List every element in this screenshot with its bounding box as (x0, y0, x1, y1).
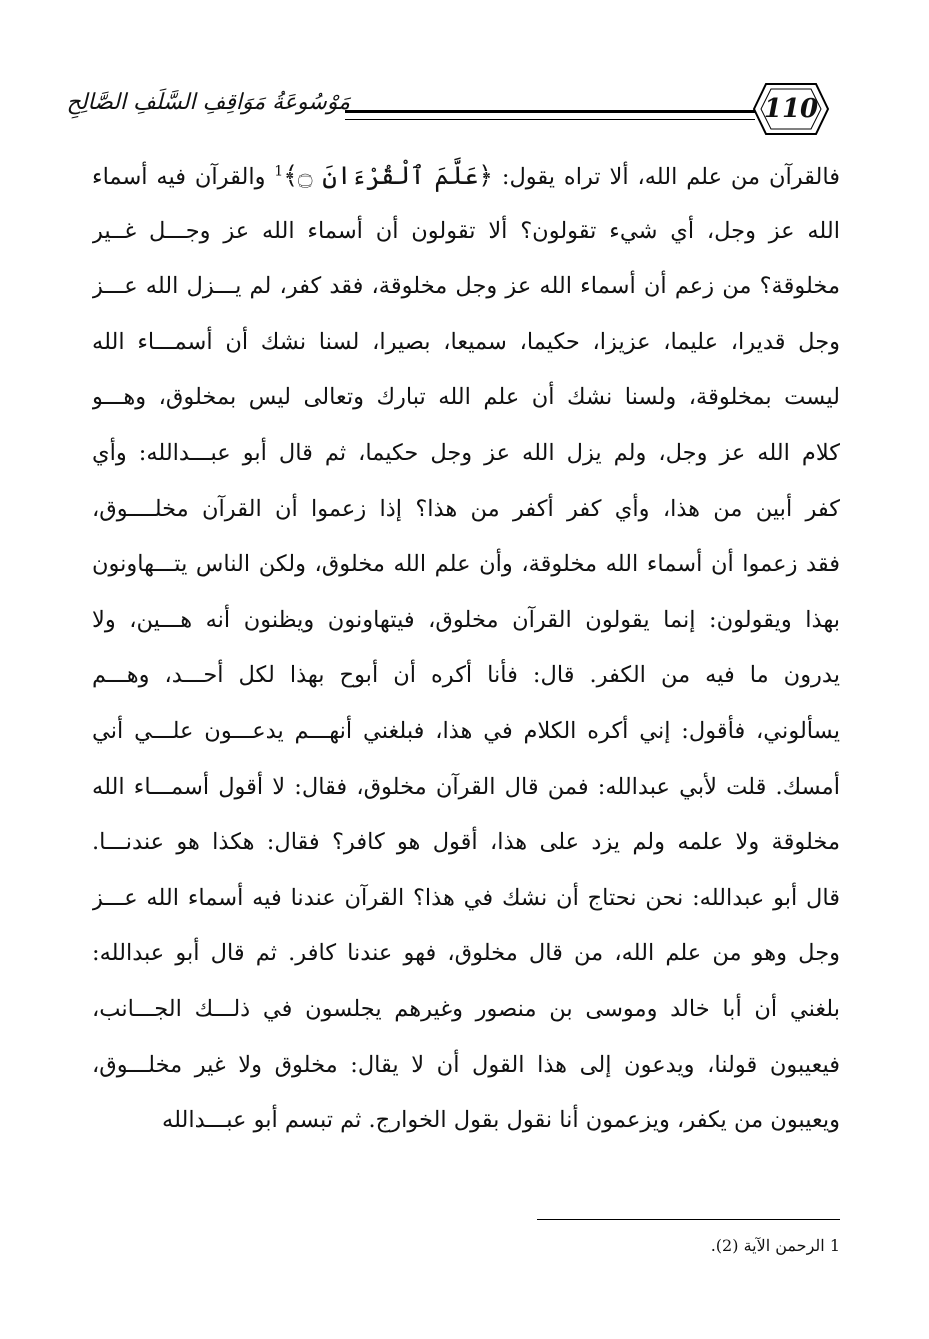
body-text (92, 148, 840, 1149)
text-line-6: كلام الله عز وجل، ولم يزل الله عز وجل حكيما، ثم قال أبو عبـــدالله: وأي (92, 439, 840, 466)
page-number-badge (752, 80, 830, 138)
text-line-10: يدرون ما فيه من الكفر. قال: فأنا أكره أن أبوح بهذا لكل أحـــد، وهـــم (92, 662, 840, 689)
footnote (500, 1236, 840, 1255)
text-line-15: وجل وهو من علم الله، من قال مخلوق، فهو عندنا كافر. ثم قال أبو عبدالله: (92, 940, 840, 967)
footnote-number: 1 (829, 1236, 840, 1255)
page-header (66, 74, 840, 144)
line-1-start: فالقرآن من علم الله، ألا تراه يقول: (493, 164, 840, 190)
text-line-4: وجل قديرا، عليما، عزيزا، حكيما، سميعا، بصيرا، لسنا نشك أن أسمـــاء الله (92, 328, 840, 355)
text-line-13: مخلوقة ولا علمه ولم يزد على هذا، أقول هو كافر؟ فقال: هكذا هو عندنـــا. (92, 829, 840, 856)
text-line-5: ليست بمخلوقة، ولسنا نشك أن علم الله تبارك وتعالى ليس بمخلوق، وهـــو (92, 384, 840, 411)
text-line-18: ويعيبون من يكفر، ويزعمون أنا نقول بقول الخوارج. ثم تبسم أبو عبـــدالله (162, 1107, 840, 1134)
text-line-2: الله عز وجل، أي شيء تقولون؟ ألا تقولون أن أسماء الله عز وجـــل غــير (92, 217, 840, 244)
text-line-17: فيعيبون قولنا، ويدعون إلى هذا القول أن لا يقال: مخلوق ولا غير مخلـــوق، (92, 1051, 840, 1078)
text-line-1 (92, 148, 840, 204)
footnote-text: الرحمن الآية (2). (710, 1236, 830, 1255)
header-rule (345, 110, 755, 120)
text-line-9: بهذا ويقولون: إنما يقولون القرآن مخلوق، فيتهاونون ويظنون أنه هـــين، ولا (92, 606, 840, 633)
footnote-separator (537, 1219, 840, 1220)
text-line-12: أمسك. قلت لأبي عبدالله: فمن قال القرآن مخلوق، فقال: لا أقول أسمـــاء الله (92, 773, 840, 800)
text-line-16: بلغني أن أبا خالد وموسى بن منصور وغيرهم يجلسون في ذلـــك الجـــانب، (92, 995, 840, 1022)
footnote-reference[interactable]: 1 (274, 163, 284, 180)
text-line-3: مخلوقة؟ من زعم أن أسماء الله عز وجل مخلوقة، فقد كفر، لم يـــزل الله عـــز (92, 273, 840, 300)
line-1-end: والقرآن فيه أسماء (92, 164, 275, 190)
text-line-11: يسألوني، فأقول: إني أكره الكلام في هذا، فبلغني أنهـــم يدعـــون علـــي أني (92, 717, 840, 744)
text-line-7: كفر أبين من هذا، وأي كفر أكفر من هذا؟ إذا زعموا أن القرآن مخلــــوق، (92, 495, 840, 522)
quran-verse: ﴿عَلَّمَ ٱلْقُرْءَانَ ۝﴾ (283, 161, 493, 190)
text-line-8: فقد زعموا أن أسماء الله مخلوقة، وأن علم الله مخلوق، ولكن الناس يتـــهاونون (92, 551, 840, 578)
page-number: 110 (763, 94, 819, 124)
text-line-14: قال أبو عبدالله: نحن نحتاج أن نشك في هذا؟ القرآن عندنا فيه أسماء الله عـــز (92, 884, 840, 911)
book-title: مَوْسُوعَةُ مَوَاقِفِ السَّلَفِ الصَّالِحِ (66, 90, 350, 115)
